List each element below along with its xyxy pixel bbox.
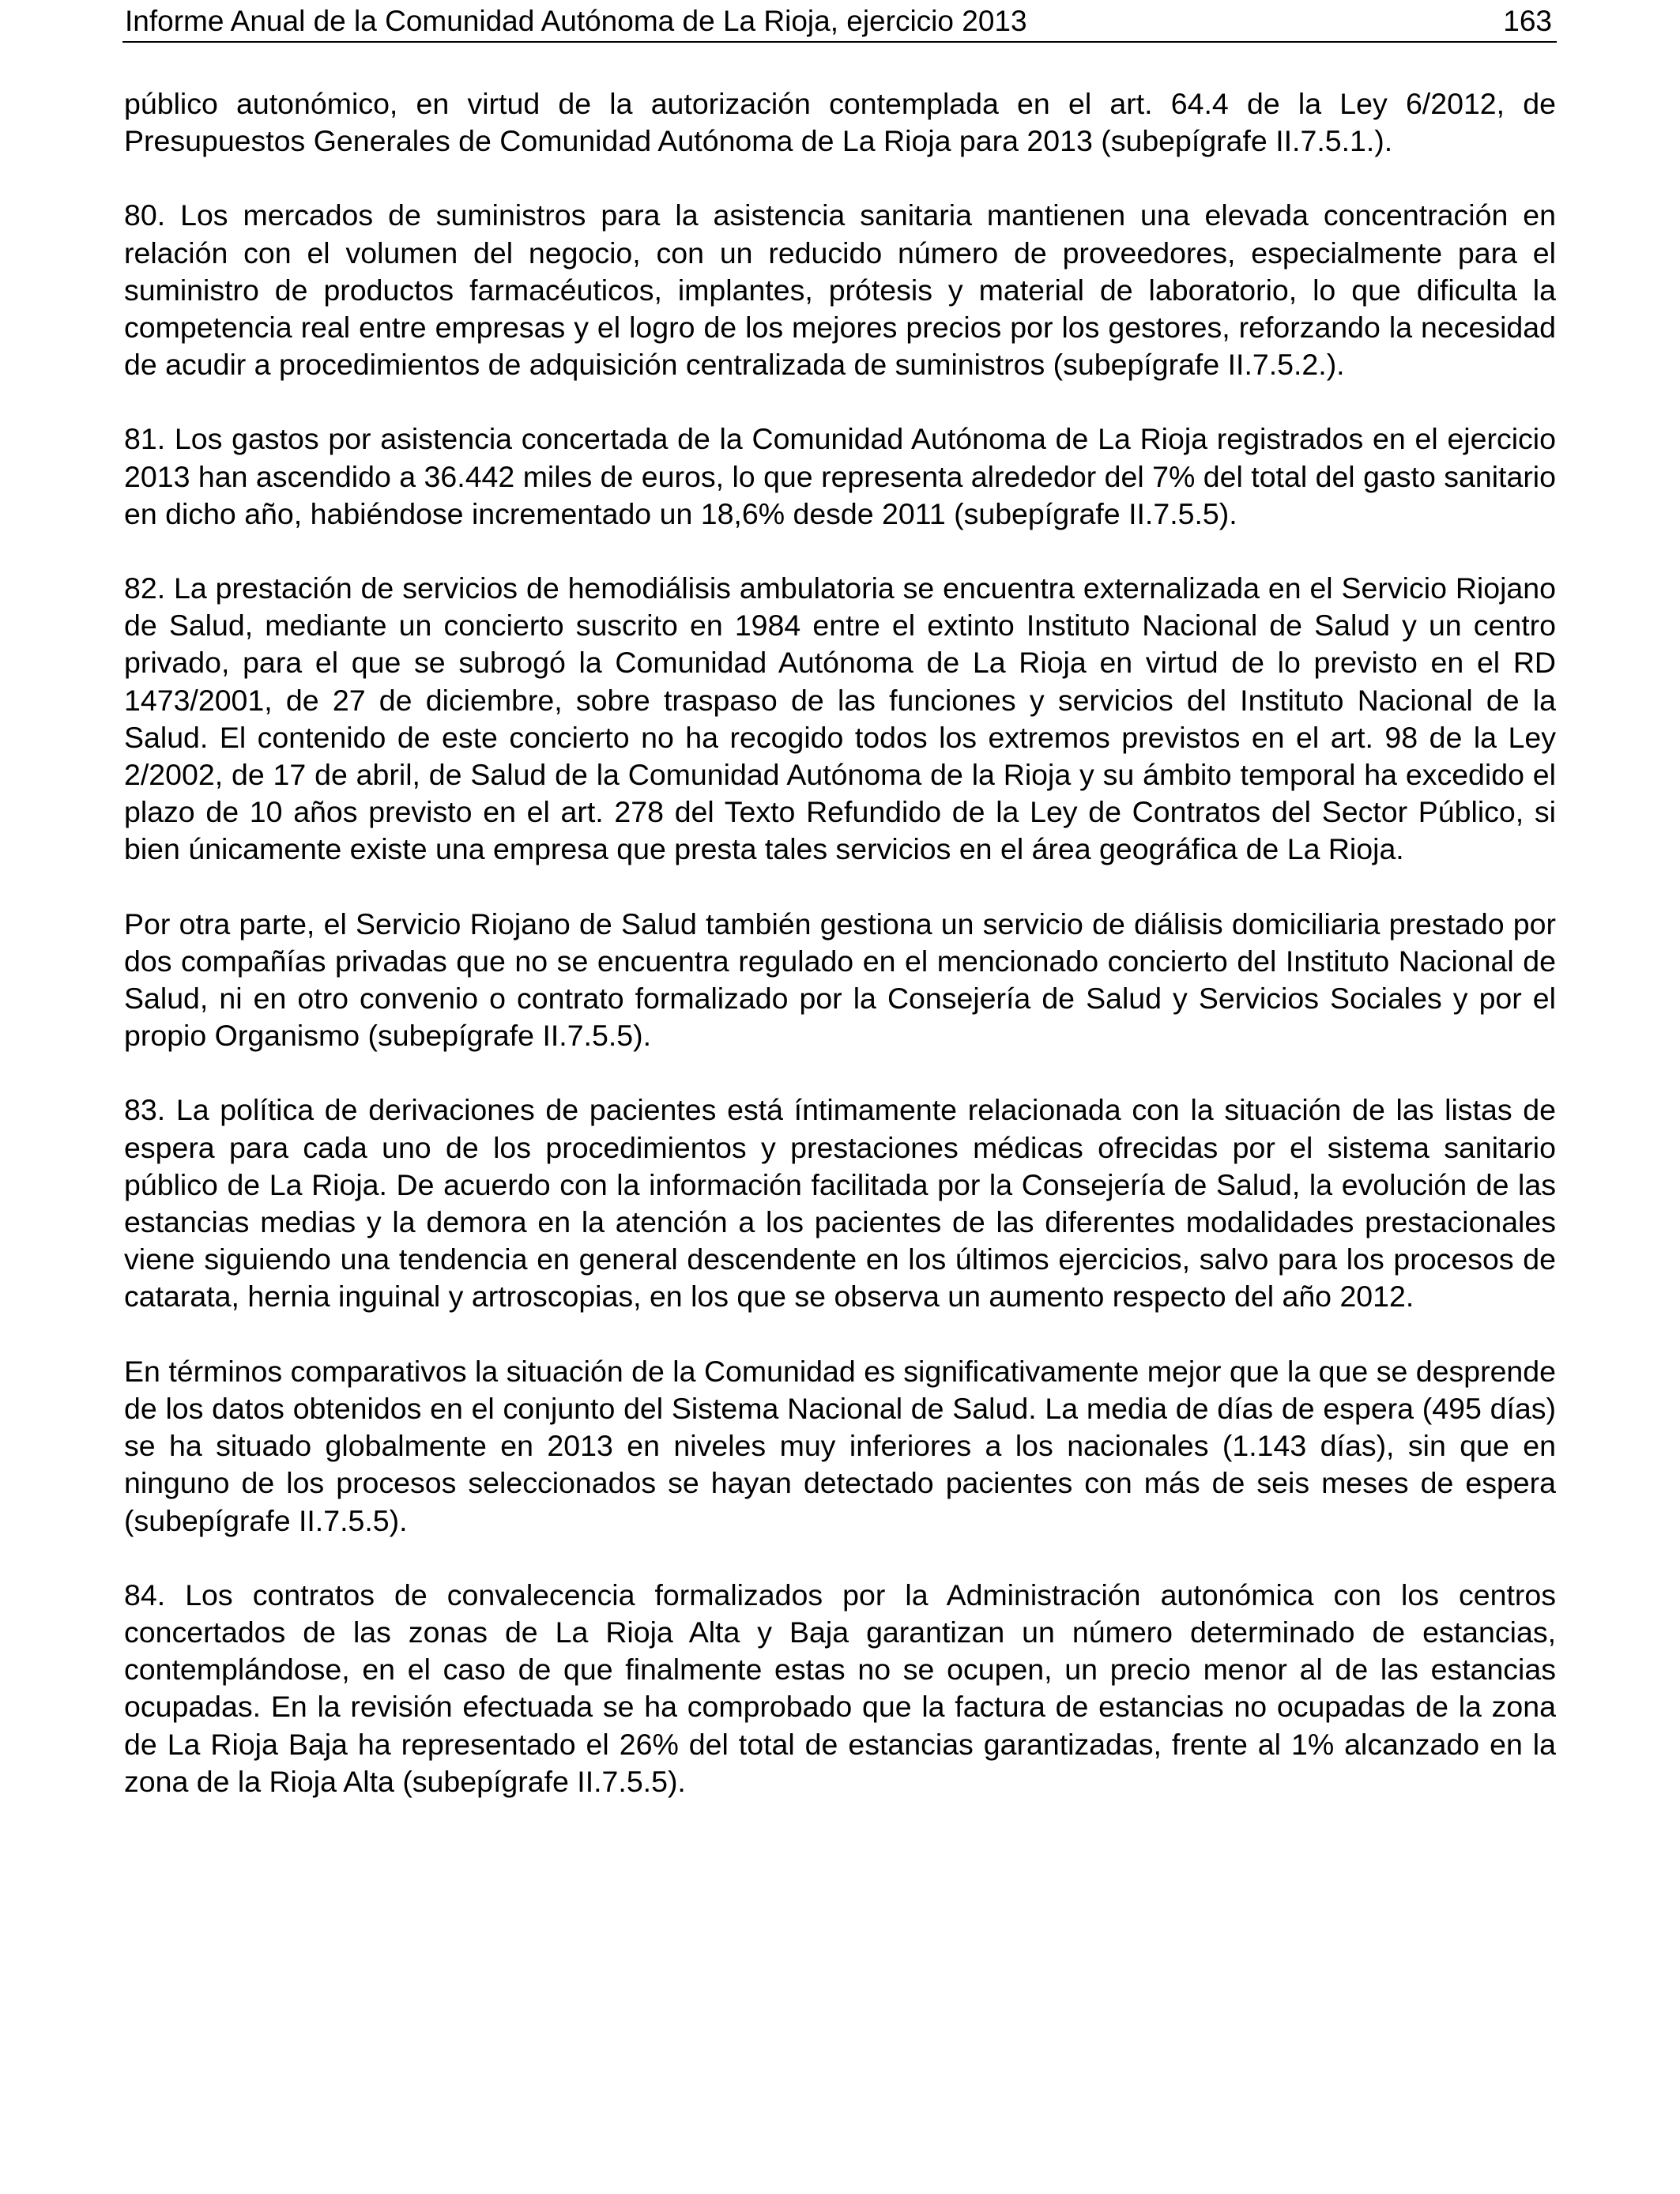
paragraph-80: 80. Los mercados de suministros para la asistencia sanitaria mantienen una elevada concentración en relación con el volumen del negocio, con un reducido número de proveedores, especialmente para el suministro de productos farmacéuticos, implantes, prótesis y material de laboratorio, lo que dificulta la competencia real entre empresas y el logro de los mejores precios por los gestores, reforzando la necesidad de acudir a procedimientos de adquisición centralizada de suministros (subepígrafe II.7.5.2.). <box>124 198 1556 382</box>
paragraph-81: 81. Los gastos por asistencia concertada de la Comunidad Autónoma de La Rioja registrados en el ejercicio 2013 han ascendido a 36.442 miles de euros, lo que representa alrededor del 7% del total del gasto sanitario en dicho año, habiéndose incrementado un 18,6% desde 2011 (subepígrafe II.7.5.5). <box>124 422 1556 530</box>
page-number: 163 <box>1503 5 1552 37</box>
paragraph-83: 83. La política de derivaciones de pacientes está íntimamente relacionada con la situación de las listas de espera para cada uno de los procedimientos y prestaciones médicas ofrecidas por el sistema sanitario público de La Rioja. De acuerdo con la información facilitada por la Consejería de Salud, la evolución de las estancias medias y la demora en la atención a los pacientes de las diferentes modalidades prestacionales viene siguiendo una tendencia en general descendente en los últimos ejercicios, salvo para los procesos de catarata, hernia inguinal y artroscopias, en los que se observa un aumento respecto del año 2012. <box>124 1093 1556 1314</box>
paragraph-84: 84. Los contratos de convalecencia formalizados por la Administración autonómica con los centros concertados de las zonas de La Rioja Alta y Baja garantizan un número determinado de estancias, contemplándose, en el caso de que finalmente estas no se ocupen, un precio menor al de las estancias ocupadas. En la revisión efectuada se ha comprobado que la factura de estancias no ocupadas de la zona de La Rioja Baja ha representado el 26% del total de estancias garantizadas, frente al 1% alcanzado en la zona de la Rioja Alta (subepígrafe II.7.5.5). <box>124 1578 1556 1798</box>
paragraph-82-continued: Por otra parte, el Servicio Riojano de Salud también gestiona un servicio de diálisis domiciliaria prestado por dos compañías privadas que no se encuentra regulado en el mencionado concierto del Instituto Nacional de Salud, ni en otro convenio o contrato formalizado por la Consejería de Salud y Servicios Sociales y por el propio Organismo (subepígrafe II.7.5.5). <box>124 907 1556 1053</box>
paragraph-continuation: público autonómico, en virtud de la autorización contemplada en el art. 64.4 de la Ley 6/2012, de Presupuestos Generales de Comunidad Autónoma de La Rioja para 2013 (subepígrafe II.7.5.1.). <box>124 87 1556 158</box>
document-body <box>124 85 1556 1838</box>
page-header <box>122 2 1557 43</box>
paragraph-83-continued: En términos comparativos la situación de la Comunidad es significativamente mejor que la que se desprende de los datos obtenidos en el conjunto del Sistema Nacional de Salud. La media de días de espera (495 días) se ha situado globalmente en 2013 en niveles muy inferiores a los nacionales (1.143 días), sin que en ninguno de los procesos seleccionados se hayan detectado pacientes con más de seis meses de espera (subepígrafe II.7.5.5). <box>124 1354 1556 1537</box>
paragraph-82: 82. La prestación de servicios de hemodiálisis ambulatoria se encuentra externalizada en el Servicio Riojano de Salud, mediante un concierto suscrito en 1984 entre el extinto Instituto Nacional de Salud y un centro privado, para el que se subrogó la Comunidad Autónoma de La Rioja en virtud de lo previsto en el RD 1473/2001, de 27 de diciembre, sobre traspaso de las funciones y servicios del Instituto Nacional de la Salud. El contenido de este concierto no ha recogido todos los extremos previstos en el art. 98 de la Ley 2/2002, de 17 de abril, de Salud de la Comunidad Autónoma de la Rioja y su ámbito temporal ha excedido el plazo de 10 años previsto en el art. 278 del Texto Refundido de la Ley de Contratos del Sector Público, si bien únicamente existe una empresa que presta tales servicios en el área geográfica de La Rioja. <box>124 571 1556 866</box>
header-title: Informe Anual de la Comunidad Autónoma de La Rioja, ejercicio 2013 <box>125 5 1027 37</box>
